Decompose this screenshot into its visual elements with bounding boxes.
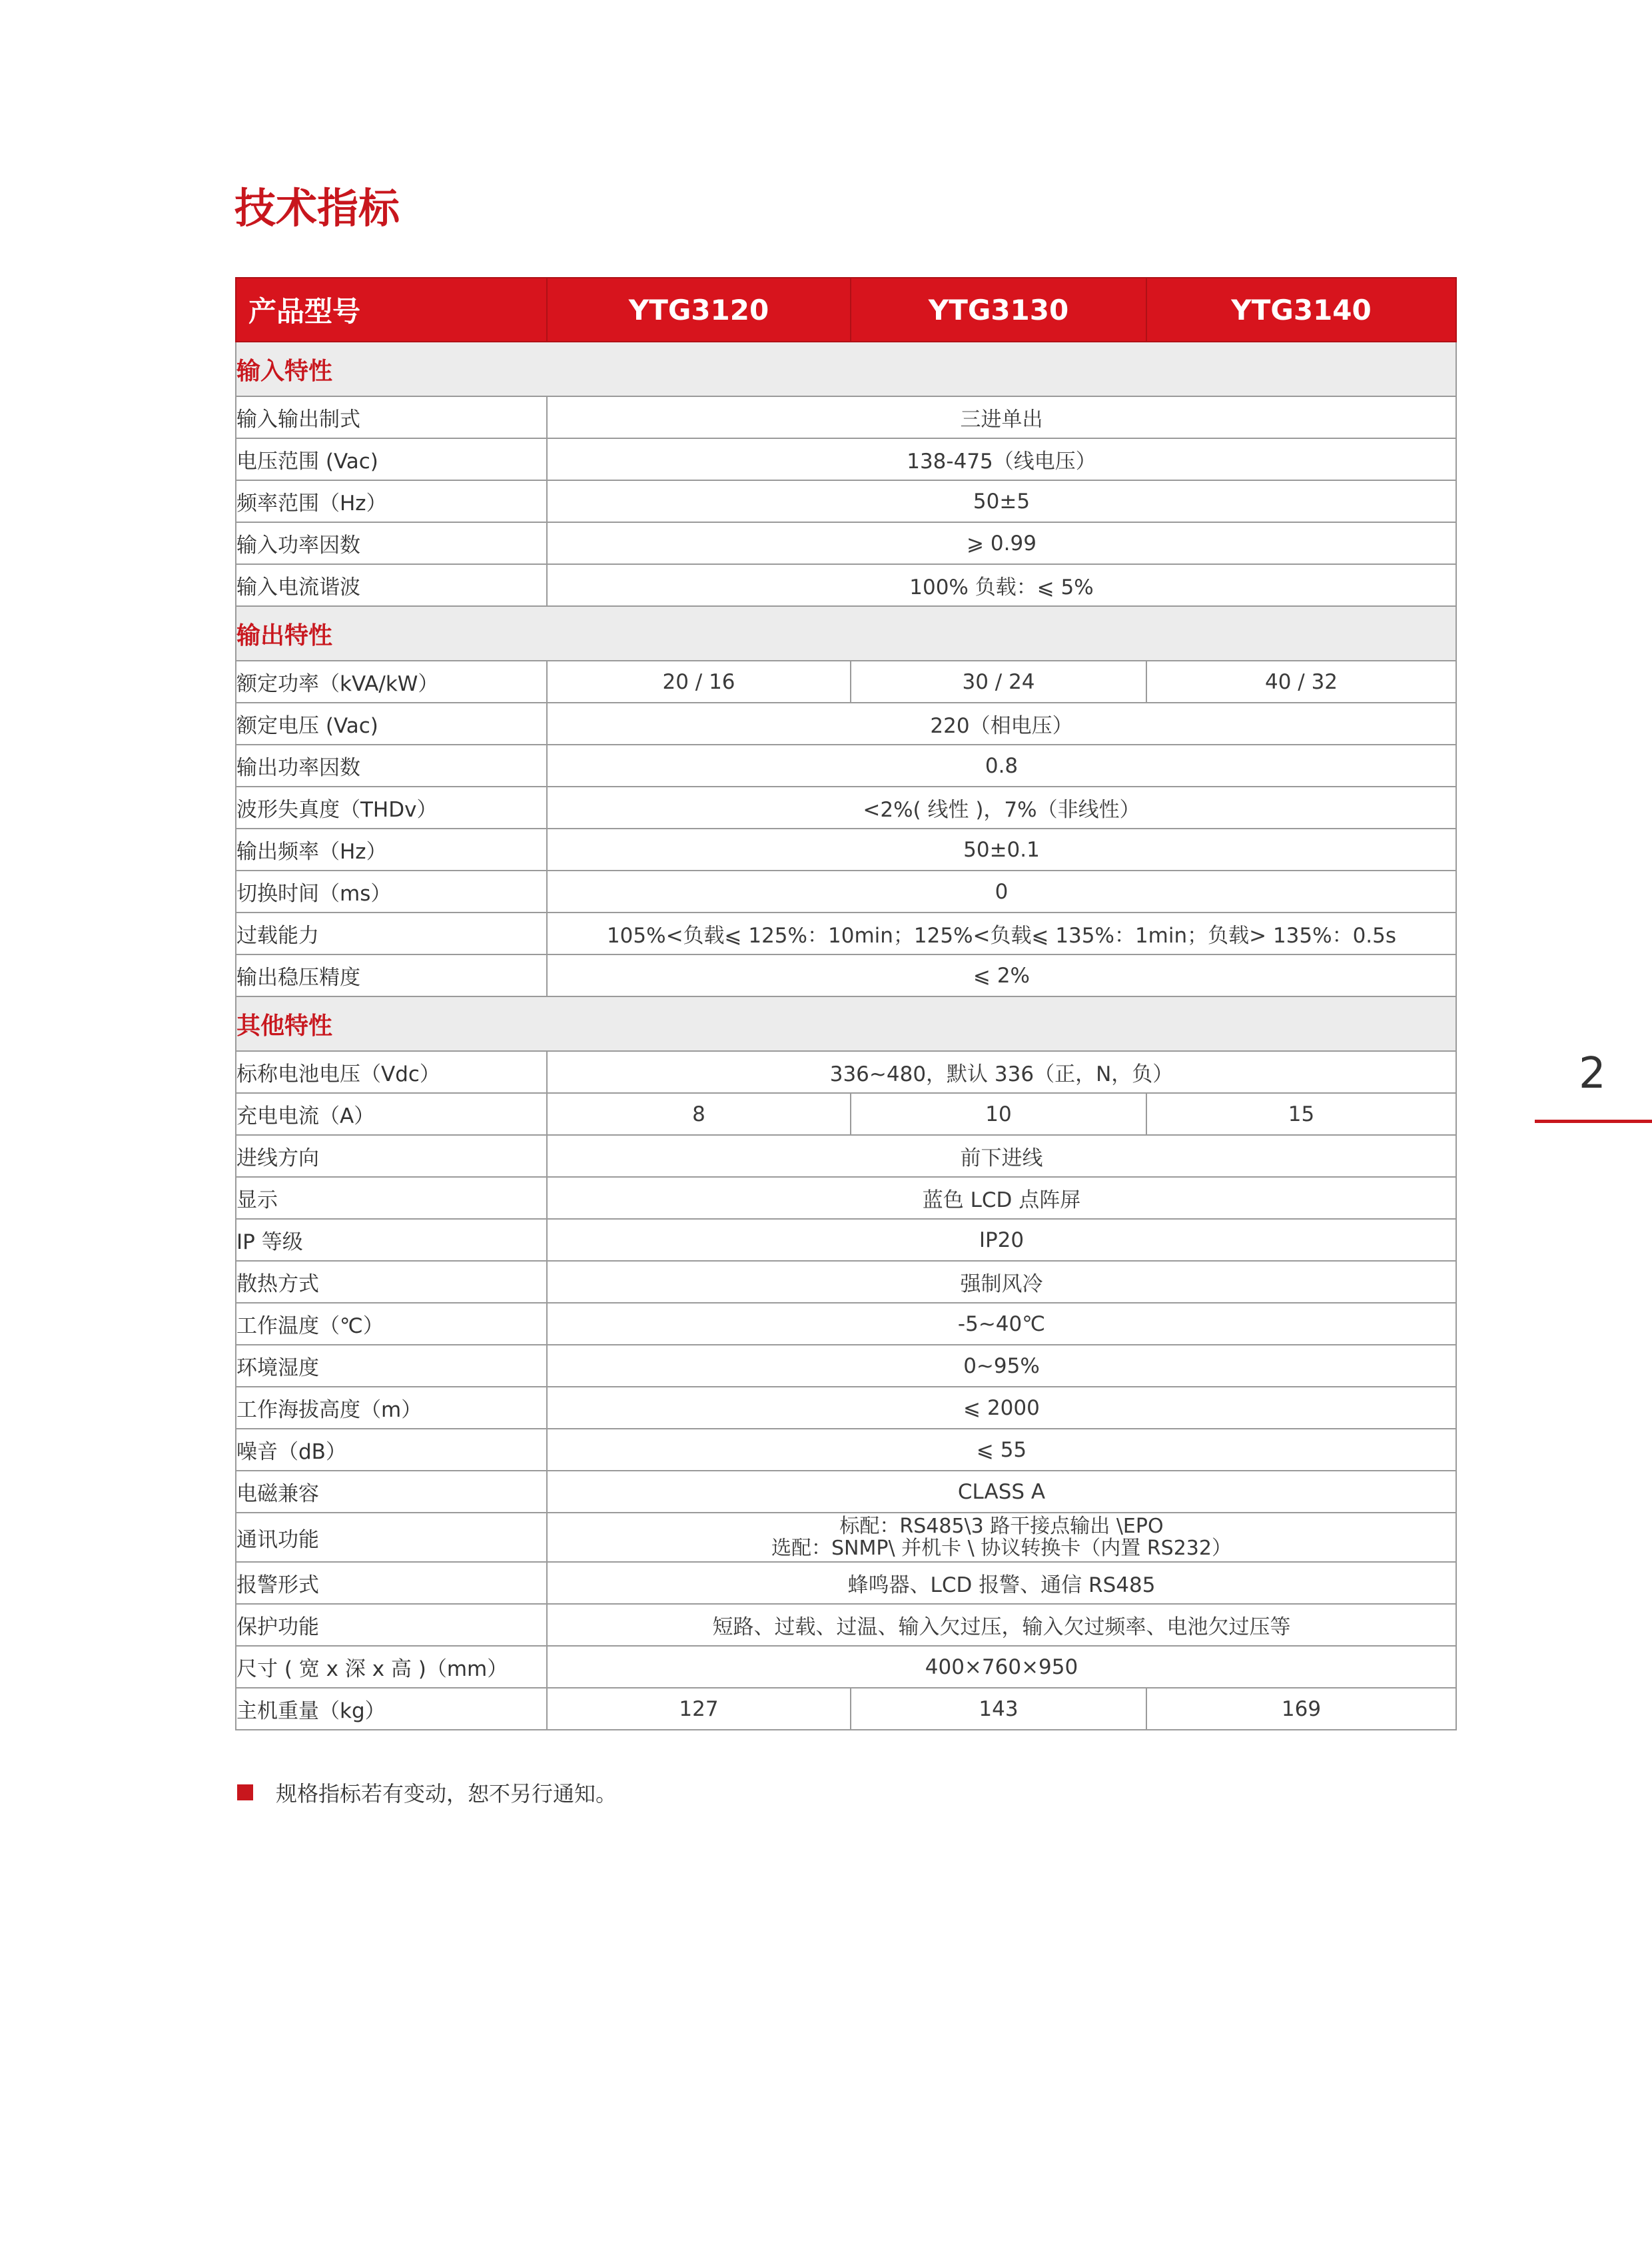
spec-value: ⩽ 55 xyxy=(547,1429,1456,1471)
header-model-label: 产品型号 xyxy=(236,278,547,342)
spec-value: 短路、过载、过温、输入欠过压，输入欠过频率、电池欠过压等 xyxy=(547,1604,1456,1646)
spec-value: ⩾ 0.99 xyxy=(547,522,1456,564)
spec-label: 进线方向 xyxy=(236,1135,547,1177)
table-row xyxy=(236,1135,1456,1177)
spec-label: 切换时间（ms） xyxy=(236,871,547,913)
page-number: 2 xyxy=(1579,1049,1606,1098)
spec-table xyxy=(235,277,1457,1730)
red-square-bullet-icon xyxy=(237,1784,253,1800)
spec-label: 输入功率因数 xyxy=(236,522,547,564)
spec-value: 蓝色 LCD 点阵屏 xyxy=(547,1177,1456,1219)
spec-label: 额定电压 (Vac) xyxy=(236,703,547,745)
section-title: 输入特性 xyxy=(236,342,1456,396)
spec-label: 输入输出制式 xyxy=(236,396,547,438)
spec-value: 143 xyxy=(851,1688,1146,1730)
header-model-ytg3140: YTG3140 xyxy=(1146,278,1456,342)
spec-label: 额定功率（kVA/kW） xyxy=(236,661,547,703)
spec-label: 输出功率因数 xyxy=(236,745,547,787)
table-row xyxy=(236,1303,1456,1345)
table-header-row xyxy=(236,278,1456,342)
spec-value: 三进单出 xyxy=(547,396,1456,438)
spec-label: 标称电池电压（Vdc） xyxy=(236,1051,547,1093)
table-row xyxy=(236,1562,1456,1604)
spec-label: 充电电流（A） xyxy=(236,1093,547,1135)
spec-value: 10 xyxy=(851,1093,1146,1135)
table-row xyxy=(236,438,1456,480)
spec-value: 50±0.1 xyxy=(547,829,1456,871)
table-row xyxy=(236,1051,1456,1093)
section-row xyxy=(236,996,1456,1051)
spec-label: 噪音（dB） xyxy=(236,1429,547,1471)
table-row xyxy=(236,396,1456,438)
table-row xyxy=(236,954,1456,996)
spec-label: 散热方式 xyxy=(236,1261,547,1303)
table-row xyxy=(236,913,1456,954)
footnote-text: 规格指标若有变动，恕不另行通知。 xyxy=(276,1781,618,1806)
spec-value: ⩽ 2% xyxy=(547,954,1456,996)
spec-label: 尺寸 ( 宽 x 深 x 高 )（mm） xyxy=(236,1646,547,1688)
spec-value: 138-475（线电压） xyxy=(547,438,1456,480)
spec-label: 频率范围（Hz） xyxy=(236,480,547,522)
table-row xyxy=(236,871,1456,913)
spec-value: ⩽ 2000 xyxy=(547,1387,1456,1429)
spec-value: 220（相电压） xyxy=(547,703,1456,745)
table-row xyxy=(236,1219,1456,1261)
table-row xyxy=(236,661,1456,703)
spec-label: 电压范围 (Vac) xyxy=(236,438,547,480)
spec-value: 0 xyxy=(547,871,1456,913)
section-row xyxy=(236,606,1456,661)
spec-label: 输出频率（Hz） xyxy=(236,829,547,871)
spec-value-line: 选配：SNMP\ 并机卡 \ 协议转换卡（内置 RS232） xyxy=(771,1537,1232,1560)
spec-value: 蜂鸣器、LCD 报警、通信 RS485 xyxy=(547,1562,1456,1604)
spec-label: 保护功能 xyxy=(236,1604,547,1646)
table-row xyxy=(236,480,1456,522)
table-row xyxy=(236,1345,1456,1387)
spec-label: 电磁兼容 xyxy=(236,1471,547,1513)
spec-value: 8 xyxy=(547,1093,851,1135)
spec-value: 400×760×950 xyxy=(547,1646,1456,1688)
spec-value: 40 / 32 xyxy=(1146,661,1456,703)
spec-value: 20 / 16 xyxy=(547,661,851,703)
spec-value: -5~40℃ xyxy=(547,1303,1456,1345)
spec-label: 工作海拔高度（m） xyxy=(236,1387,547,1429)
spec-label: 环境湿度 xyxy=(236,1345,547,1387)
spec-label: IP 等级 xyxy=(236,1219,547,1261)
spec-value: 前下进线 xyxy=(547,1135,1456,1177)
header-model-ytg3120: YTG3120 xyxy=(547,278,851,342)
spec-value: 100% 负载：⩽ 5% xyxy=(547,564,1456,606)
table-row xyxy=(236,829,1456,871)
table-row xyxy=(236,1471,1456,1513)
spec-value xyxy=(547,1513,1456,1562)
table-row xyxy=(236,703,1456,745)
table-row xyxy=(236,1513,1456,1562)
section-row xyxy=(236,342,1456,396)
table-row xyxy=(236,1177,1456,1219)
spec-value: 127 xyxy=(547,1688,851,1730)
table-row xyxy=(236,1429,1456,1471)
spec-value: 15 xyxy=(1146,1093,1456,1135)
spec-value: 0.8 xyxy=(547,745,1456,787)
spec-value: 0~95% xyxy=(547,1345,1456,1387)
table-row xyxy=(236,522,1456,564)
table-row xyxy=(236,787,1456,829)
table-row xyxy=(236,564,1456,606)
footnote xyxy=(237,1777,617,1808)
spec-value: 105%<负载⩽ 125%：10min；125%<负载⩽ 135%：1min；负载> 135%：0.5s xyxy=(547,913,1456,954)
spec-value: 30 / 24 xyxy=(851,661,1146,703)
spec-label: 输入电流谐波 xyxy=(236,564,547,606)
section-title: 其他特性 xyxy=(236,996,1456,1051)
spec-value: <2%( 线性 )，7%（非线性） xyxy=(547,787,1456,829)
spec-value: 169 xyxy=(1146,1688,1456,1730)
table-row xyxy=(236,1387,1456,1429)
table-row xyxy=(236,1604,1456,1646)
table-row xyxy=(236,745,1456,787)
spec-label: 输出稳压精度 xyxy=(236,954,547,996)
section-title: 输出特性 xyxy=(236,606,1456,661)
spec-value: IP20 xyxy=(547,1219,1456,1261)
spec-label: 主机重量（kg） xyxy=(236,1688,547,1730)
spec-value: 50±5 xyxy=(547,480,1456,522)
spec-label: 显示 xyxy=(236,1177,547,1219)
spec-label: 通讯功能 xyxy=(236,1513,547,1562)
page-number-underline xyxy=(1535,1120,1652,1123)
spec-table-body xyxy=(236,342,1456,1730)
spec-value: 强制风冷 xyxy=(547,1261,1456,1303)
table-row xyxy=(236,1646,1456,1688)
spec-value: 336~480，默认 336（正，N，负） xyxy=(547,1051,1456,1093)
page-title: 技术指标 xyxy=(234,184,400,232)
spec-label: 波形失真度（THDv） xyxy=(236,787,547,829)
spec-value-line: 标配：RS485\3 路干接点输出 \EPO xyxy=(839,1515,1164,1538)
spec-label: 过载能力 xyxy=(236,913,547,954)
header-model-ytg3130: YTG3130 xyxy=(851,278,1146,342)
table-row xyxy=(236,1688,1456,1730)
spec-value: CLASS A xyxy=(547,1471,1456,1513)
table-row xyxy=(236,1093,1456,1135)
spec-label: 工作温度（℃） xyxy=(236,1303,547,1345)
spec-label: 报警形式 xyxy=(236,1562,547,1604)
table-row xyxy=(236,1261,1456,1303)
